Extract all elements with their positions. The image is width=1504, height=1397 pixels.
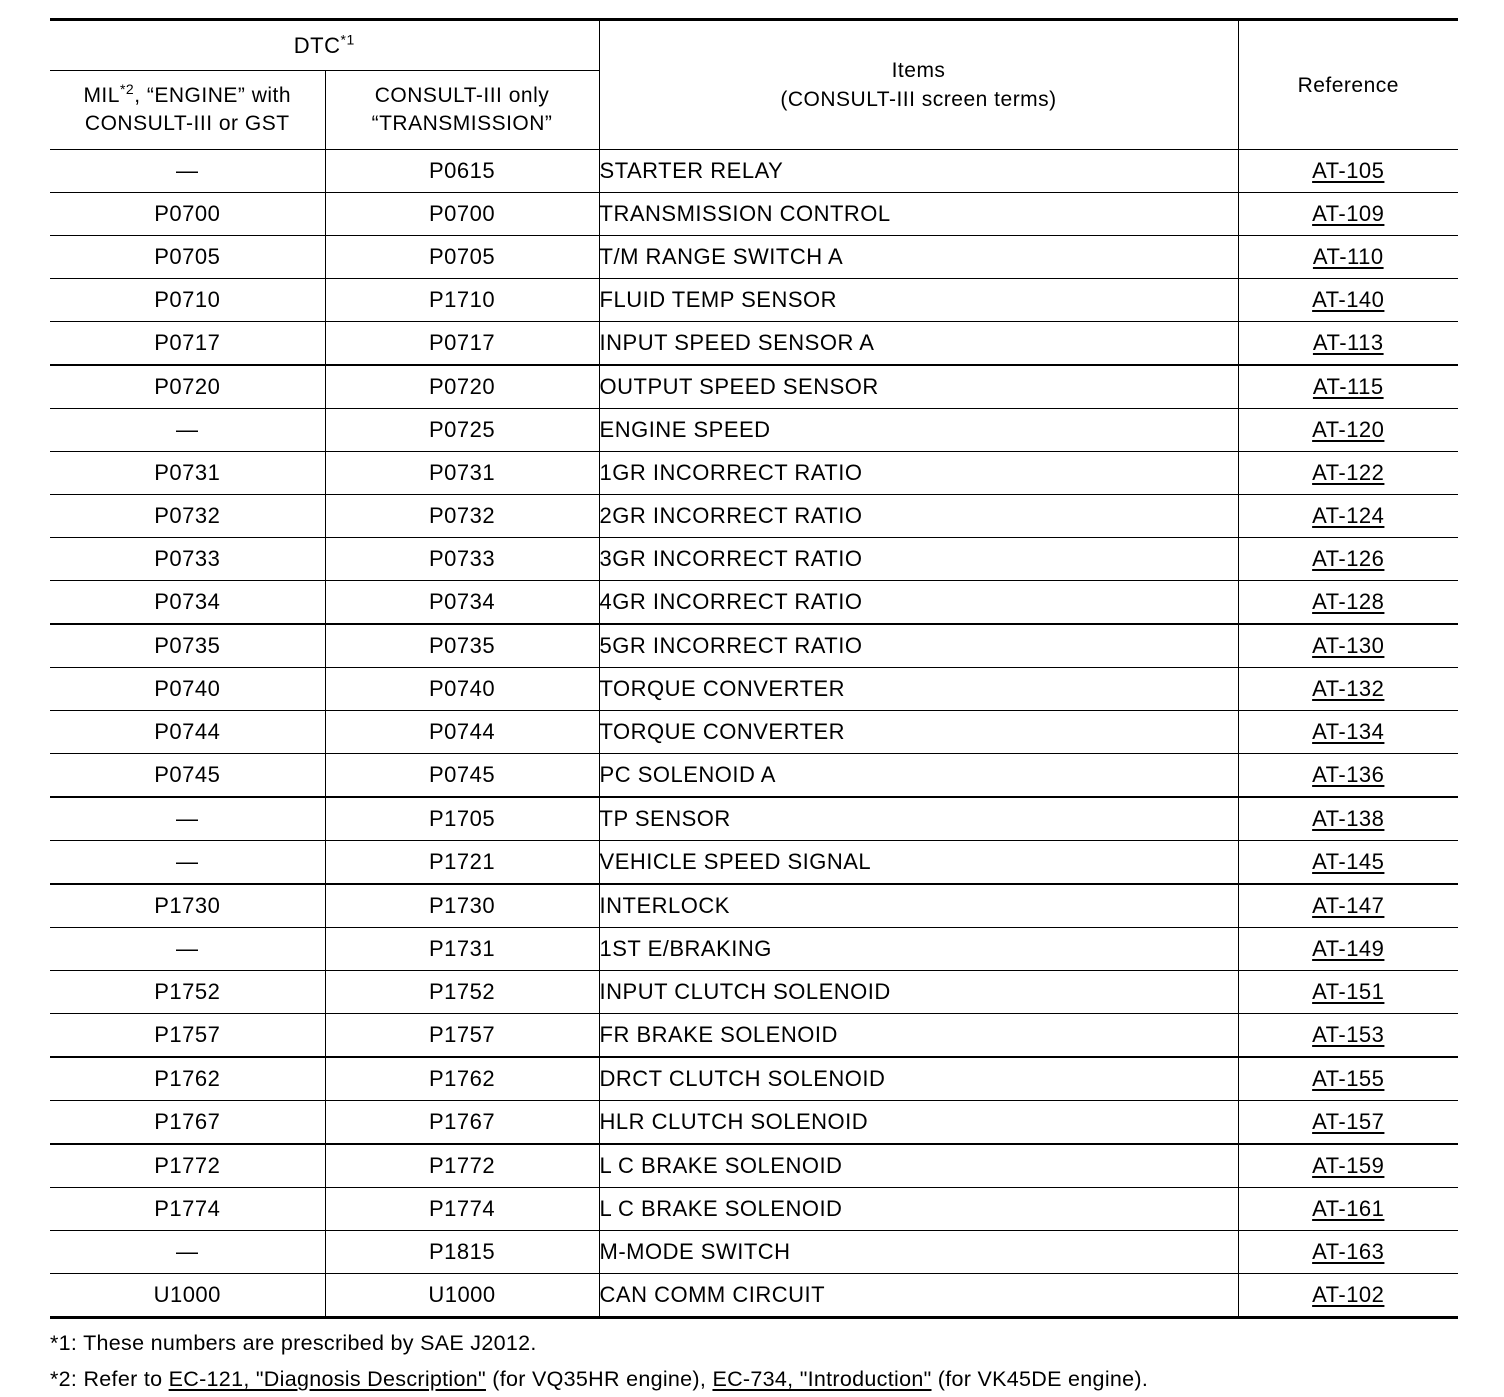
- consult-header-line2: “TRANSMISSION”: [371, 112, 553, 135]
- table-row: [50, 279, 1458, 322]
- reference-cell: [1238, 150, 1458, 193]
- item-cell: 3GR INCORRECT RATIO: [599, 538, 1238, 581]
- item-cell: FLUID TEMP SENSOR: [599, 279, 1238, 322]
- reference-link[interactable]: AT-122: [1312, 460, 1385, 485]
- mil-dtc-cell: P0700: [50, 193, 325, 236]
- footnote-2-prefix: *2: Refer to: [50, 1367, 169, 1391]
- consult-dtc-cell: P0740: [325, 668, 599, 711]
- dtc-group-header: [50, 20, 599, 71]
- consult-header: [325, 71, 599, 150]
- mil-label: MIL: [83, 84, 120, 107]
- mil-dtc-cell: P0744: [50, 711, 325, 754]
- reference-link[interactable]: AT-151: [1312, 979, 1385, 1004]
- consult-dtc-cell: P1774: [325, 1188, 599, 1231]
- reference-cell: [1238, 841, 1458, 885]
- reference-cell: [1238, 538, 1458, 581]
- reference-cell: [1238, 1231, 1458, 1274]
- reference-cell: [1238, 754, 1458, 798]
- table-row: [50, 668, 1458, 711]
- table-row: [50, 1231, 1458, 1274]
- mil-dtc-cell: P0710: [50, 279, 325, 322]
- mil-engine-label: , “ENGINE” with: [134, 84, 292, 107]
- reference-cell: [1238, 365, 1458, 409]
- table-row: [50, 971, 1458, 1014]
- item-cell: 1GR INCORRECT RATIO: [599, 452, 1238, 495]
- reference-cell: [1238, 668, 1458, 711]
- item-cell: 2GR INCORRECT RATIO: [599, 495, 1238, 538]
- mil-dtc-cell: —: [50, 797, 325, 841]
- reference-link[interactable]: AT-140: [1312, 287, 1385, 312]
- consult-dtc-cell: P0744: [325, 711, 599, 754]
- reference-link[interactable]: AT-120: [1312, 417, 1385, 442]
- table-row: [50, 754, 1458, 798]
- reference-link[interactable]: AT-147: [1312, 893, 1385, 918]
- reference-link[interactable]: AT-109: [1312, 201, 1385, 226]
- reference-link[interactable]: AT-153: [1312, 1022, 1385, 1047]
- reference-cell: [1238, 884, 1458, 928]
- item-cell: INTERLOCK: [599, 884, 1238, 928]
- mil-header-line2: CONSULT-III or GST: [84, 112, 290, 135]
- mil-dtc-cell: —: [50, 409, 325, 452]
- table-row: [50, 624, 1458, 668]
- reference-cell: [1238, 971, 1458, 1014]
- table-row: [50, 236, 1458, 279]
- reference-link[interactable]: AT-132: [1312, 676, 1385, 701]
- mil-dtc-cell: —: [50, 150, 325, 193]
- consult-dtc-cell: P0700: [325, 193, 599, 236]
- consult-dtc-cell: P0733: [325, 538, 599, 581]
- mil-dtc-cell: U1000: [50, 1274, 325, 1318]
- consult-dtc-cell: P0734: [325, 581, 599, 625]
- consult-dtc-cell: P0745: [325, 754, 599, 798]
- dtc-table: [50, 18, 1458, 1319]
- table-row: [50, 1057, 1458, 1101]
- consult-dtc-cell: P0735: [325, 624, 599, 668]
- reference-cell: [1238, 1188, 1458, 1231]
- consult-dtc-cell: P1731: [325, 928, 599, 971]
- item-cell: TRANSMISSION CONTROL: [599, 193, 1238, 236]
- consult-dtc-cell: P1762: [325, 1057, 599, 1101]
- table-row: [50, 452, 1458, 495]
- reference-cell: [1238, 236, 1458, 279]
- ec-734-link[interactable]: EC-734, "Introduction": [712, 1367, 932, 1391]
- reference-cell: [1238, 452, 1458, 495]
- consult-dtc-cell: P0725: [325, 409, 599, 452]
- mil-header: [50, 71, 325, 150]
- reference-link[interactable]: AT-157: [1312, 1109, 1385, 1134]
- consult-dtc-cell: P1710: [325, 279, 599, 322]
- table-row: [50, 538, 1458, 581]
- item-cell: T/M RANGE SWITCH A: [599, 236, 1238, 279]
- reference-link[interactable]: AT-126: [1312, 546, 1385, 571]
- mil-dtc-cell: P1757: [50, 1014, 325, 1058]
- consult-dtc-cell: P1772: [325, 1144, 599, 1188]
- reference-cell: [1238, 928, 1458, 971]
- consult-dtc-cell: P0615: [325, 150, 599, 193]
- item-cell: L C BRAKE SOLENOID: [599, 1188, 1238, 1231]
- reference-cell: [1238, 1144, 1458, 1188]
- reference-link[interactable]: AT-110: [1312, 244, 1384, 269]
- table-row: [50, 409, 1458, 452]
- item-cell: L C BRAKE SOLENOID: [599, 1144, 1238, 1188]
- table-row: [50, 322, 1458, 366]
- mil-dtc-cell: P0733: [50, 538, 325, 581]
- item-cell: FR BRAKE SOLENOID: [599, 1014, 1238, 1058]
- mil-dtc-cell: P1730: [50, 884, 325, 928]
- consult-header-line1: CONSULT-III only: [374, 84, 550, 107]
- reference-cell: [1238, 624, 1458, 668]
- table-row: [50, 841, 1458, 885]
- consult-dtc-cell: P1705: [325, 797, 599, 841]
- footnote-2-suffix: (for VK45DE engine).: [931, 1367, 1149, 1391]
- mil-dtc-cell: P0731: [50, 452, 325, 495]
- table-row: [50, 1274, 1458, 1318]
- mil-dtc-cell: P0735: [50, 624, 325, 668]
- mil-dtc-cell: P1762: [50, 1057, 325, 1101]
- dtc-label: DTC: [293, 32, 341, 58]
- consult-dtc-cell: P1730: [325, 884, 599, 928]
- items-header-line1: Items: [891, 59, 946, 82]
- table-row: [50, 1144, 1458, 1188]
- consult-dtc-cell: U1000: [325, 1274, 599, 1318]
- reference-cell: [1238, 1057, 1458, 1101]
- footnote-1: *1: These numbers are prescribed by SAE J2012.: [50, 1331, 537, 1355]
- reference-cell: [1238, 279, 1458, 322]
- table-row: [50, 797, 1458, 841]
- reference-cell: [1238, 322, 1458, 366]
- mil-dtc-cell: P0705: [50, 236, 325, 279]
- reference-link[interactable]: AT-138: [1312, 806, 1385, 831]
- mil-dtc-cell: —: [50, 928, 325, 971]
- items-header: [599, 20, 1238, 150]
- mil-footnote-mark: *2: [119, 81, 135, 97]
- table-row: [50, 884, 1458, 928]
- reference-cell: [1238, 495, 1458, 538]
- footnote-2-mid: (for VQ35HR engine),: [485, 1367, 713, 1391]
- reference-link[interactable]: AT-145: [1312, 849, 1385, 874]
- table-row: [50, 495, 1458, 538]
- mil-dtc-cell: P0717: [50, 322, 325, 366]
- consult-dtc-cell: P1757: [325, 1014, 599, 1058]
- table-body: [50, 150, 1458, 1318]
- reference-link[interactable]: AT-136: [1312, 762, 1385, 787]
- item-cell: OUTPUT SPEED SENSOR: [599, 365, 1238, 409]
- reference-link[interactable]: AT-163: [1312, 1239, 1385, 1264]
- dtc-document: [50, 18, 1458, 1397]
- reference-cell: [1238, 1274, 1458, 1318]
- reference-link[interactable]: AT-149: [1312, 936, 1385, 961]
- table-row: [50, 150, 1458, 193]
- reference-link[interactable]: AT-102: [1312, 1282, 1385, 1307]
- reference-link[interactable]: AT-113: [1312, 330, 1384, 355]
- table-row: [50, 1014, 1458, 1058]
- reference-cell: [1238, 581, 1458, 625]
- reference-cell: [1238, 711, 1458, 754]
- table-row: [50, 581, 1458, 625]
- consult-dtc-cell: P0720: [325, 365, 599, 409]
- table-row: [50, 711, 1458, 754]
- table-row: [50, 193, 1458, 236]
- consult-dtc-cell: P1721: [325, 841, 599, 885]
- reference-link[interactable]: AT-115: [1312, 374, 1384, 399]
- table-row: [50, 365, 1458, 409]
- mil-header-line1: [50, 82, 325, 110]
- item-cell: STARTER RELAY: [599, 150, 1238, 193]
- item-cell: ENGINE SPEED: [599, 409, 1238, 452]
- table-row: [50, 1101, 1458, 1145]
- consult-dtc-cell: P0705: [325, 236, 599, 279]
- consult-dtc-cell: P1815: [325, 1231, 599, 1274]
- reference-link[interactable]: AT-128: [1312, 589, 1385, 614]
- mil-dtc-cell: P0740: [50, 668, 325, 711]
- table-row: [50, 1188, 1458, 1231]
- item-cell: 4GR INCORRECT RATIO: [599, 581, 1238, 625]
- reference-cell: [1238, 1014, 1458, 1058]
- mil-dtc-cell: P0745: [50, 754, 325, 798]
- reference-link[interactable]: AT-130: [1312, 633, 1385, 658]
- item-cell: HLR CLUTCH SOLENOID: [599, 1101, 1238, 1145]
- reference-link[interactable]: AT-161: [1312, 1196, 1385, 1221]
- mil-dtc-cell: —: [50, 841, 325, 885]
- ec-121-link[interactable]: EC-121, "Diagnosis Description": [168, 1367, 486, 1391]
- reference-link[interactable]: AT-105: [1312, 158, 1385, 183]
- consult-dtc-cell: P0732: [325, 495, 599, 538]
- item-cell: VEHICLE SPEED SIGNAL: [599, 841, 1238, 885]
- item-cell: DRCT CLUTCH SOLENOID: [599, 1057, 1238, 1101]
- footnotes: [50, 1325, 1458, 1397]
- reference-link[interactable]: AT-159: [1312, 1153, 1385, 1178]
- item-cell: 5GR INCORRECT RATIO: [599, 624, 1238, 668]
- item-cell: TORQUE CONVERTER: [599, 711, 1238, 754]
- reference-link[interactable]: AT-124: [1312, 503, 1385, 528]
- reference-cell: [1238, 797, 1458, 841]
- reference-cell: [1238, 193, 1458, 236]
- mil-dtc-cell: P1752: [50, 971, 325, 1014]
- item-cell: CAN COMM CIRCUIT: [599, 1274, 1238, 1318]
- reference-link[interactable]: AT-134: [1312, 719, 1385, 744]
- table-header: [50, 20, 1458, 150]
- mil-dtc-cell: P0732: [50, 495, 325, 538]
- item-cell: 1ST E/BRAKING: [599, 928, 1238, 971]
- mil-dtc-cell: P0720: [50, 365, 325, 409]
- item-cell: INPUT CLUTCH SOLENOID: [599, 971, 1238, 1014]
- item-cell: TP SENSOR: [599, 797, 1238, 841]
- consult-dtc-cell: P1752: [325, 971, 599, 1014]
- mil-dtc-cell: P1774: [50, 1188, 325, 1231]
- footnote-2: [50, 1361, 1458, 1397]
- consult-dtc-cell: P1767: [325, 1101, 599, 1145]
- consult-dtc-cell: P0731: [325, 452, 599, 495]
- table-row: [50, 928, 1458, 971]
- mil-dtc-cell: P1767: [50, 1101, 325, 1145]
- reference-cell: [1238, 1101, 1458, 1145]
- item-cell: M-MODE SWITCH: [599, 1231, 1238, 1274]
- mil-dtc-cell: P1772: [50, 1144, 325, 1188]
- items-header-line2: (CONSULT-III screen terms): [780, 88, 1057, 111]
- mil-dtc-cell: —: [50, 1231, 325, 1274]
- item-cell: PC SOLENOID A: [599, 754, 1238, 798]
- consult-dtc-cell: P0717: [325, 322, 599, 366]
- reference-link[interactable]: AT-155: [1312, 1066, 1385, 1091]
- mil-dtc-cell: P0734: [50, 581, 325, 625]
- item-cell: INPUT SPEED SENSOR A: [599, 322, 1238, 366]
- reference-cell: [1238, 409, 1458, 452]
- item-cell: TORQUE CONVERTER: [599, 668, 1238, 711]
- dtc-footnote-mark: *1: [340, 31, 355, 48]
- reference-header: Reference: [1238, 20, 1458, 150]
